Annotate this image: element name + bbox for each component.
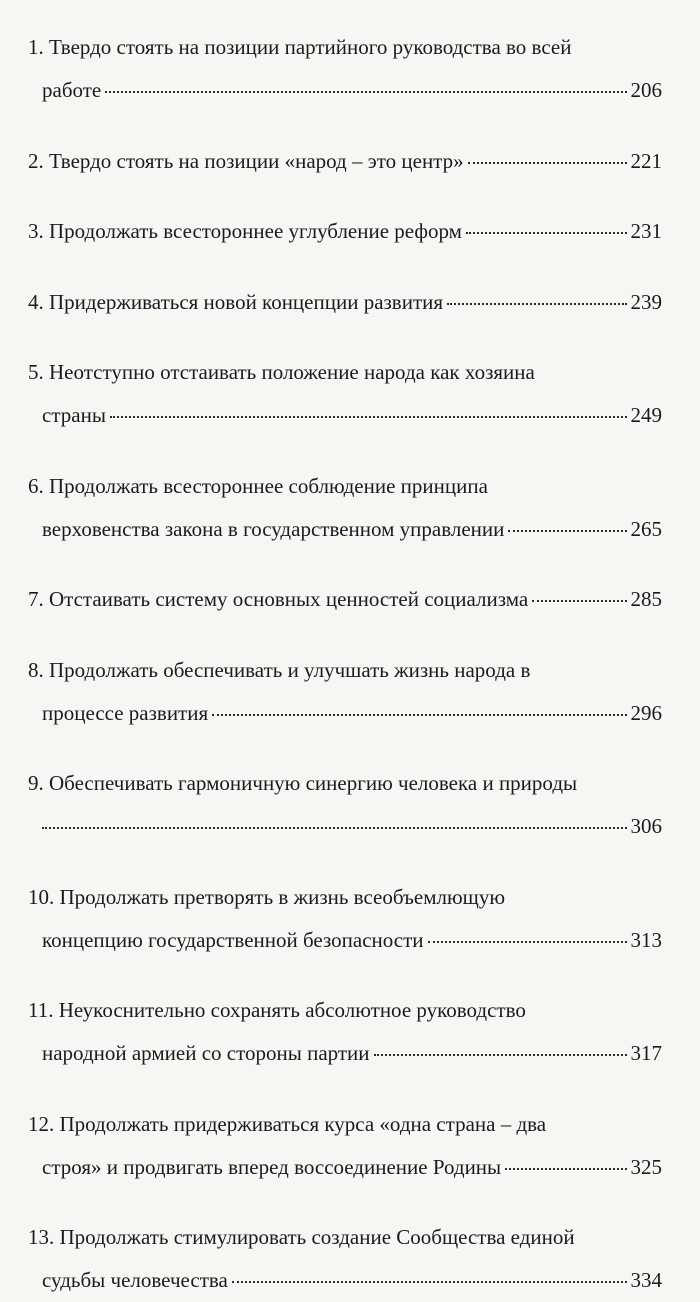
toc-entry-title-continued: строя» и продвигать вперед воссоединение Родины [42,1154,502,1179]
toc-entry-title: 1. Твердо стоять на позиции партийного руководства во всей [28,35,572,59]
toc-entry [28,140,662,183]
toc-entry-title: 10. Продолжать претворять в жизнь всеобъемлющую [28,884,506,909]
toc-entry-title-continued: концепцию государственной безопасности [42,927,424,952]
dot-leader [508,530,626,532]
dot-leader [110,416,627,418]
toc-page-number: 221 [630,148,662,173]
toc-entry-title: 13. Продолжать стимулировать создание Сообщества единой [28,1225,575,1249]
toc-entry-title: 4. Придерживаться новой концепции развития [28,289,444,314]
toc-entry [28,281,662,324]
dot-leader [447,303,626,305]
toc-entry-title: 3. Продолжать всестороннее углубление реформ [28,219,462,243]
toc-entry-title-continued: страны [42,403,106,427]
toc-entry-title: 2. Твердо стоять на позиции «народ – это центр» [28,148,464,173]
toc-page-number: 334 [630,1268,662,1292]
toc-entry-title-continued: народной армией со стороны партии [42,1041,370,1065]
toc-entry [28,1216,662,1302]
dot-leader [505,1168,626,1170]
toc-entry [28,351,662,437]
toc-page-number: 317 [630,1041,662,1065]
dot-leader [374,1054,627,1056]
toc-entry-title-continued: работе [42,78,102,102]
toc-entry-title: 7. Отстаивать систему основных ценностей социализма [28,587,529,611]
toc-entry-title: 8. Продолжать обеспечивать и улучшать жизнь народа в [28,657,531,682]
toc-entry [28,876,662,962]
toc-entry [28,989,662,1075]
toc-page-number: 325 [630,1154,662,1179]
toc-entry [28,649,662,735]
toc-page-number: 206 [630,78,662,102]
toc-page-number: 313 [630,927,662,952]
toc-page-number: 239 [630,289,662,314]
toc-entry [28,465,662,551]
dot-leader [212,714,626,716]
dot-leader [232,1281,627,1283]
toc-page-number: 306 [630,814,662,838]
toc-entry-title: 6. Продолжать всестороннее соблюдение принципа [28,473,488,498]
dot-leader [468,162,627,164]
dot-leader [42,827,627,829]
toc-page-number: 265 [630,516,662,541]
toc-entry-title-continued: судьбы человечества [42,1268,228,1292]
toc-entry-title: 9. Обеспечивать гармоничную синергию человека и природы [28,771,578,795]
toc-page-number: 231 [630,219,662,243]
toc-entry-title: 12. Продолжать придерживаться курса «одна страна – два [28,1111,547,1136]
dot-leader [428,941,627,943]
toc-page-number: 296 [630,700,662,725]
toc-entry-title-continued: верховенства закона в государственном управлении [42,516,505,541]
toc-entry-title: 5. Неотступно отстаивать положение народа как хозяина [28,360,535,384]
toc-entry [28,26,662,112]
toc-page-number: 285 [630,587,662,611]
toc-entry [28,578,662,621]
dot-leader [466,232,627,234]
toc-entry-title: 11. Неукоснительно сохранять абсолютное руководство [28,998,526,1022]
dot-leader [532,600,626,602]
dot-leader [105,91,626,93]
toc-entry-title-continued: процессе развития [42,700,209,725]
toc-entry [28,1103,662,1189]
toc-entry [28,210,662,253]
toc-entry [28,762,662,848]
toc-page-number: 249 [630,403,662,427]
